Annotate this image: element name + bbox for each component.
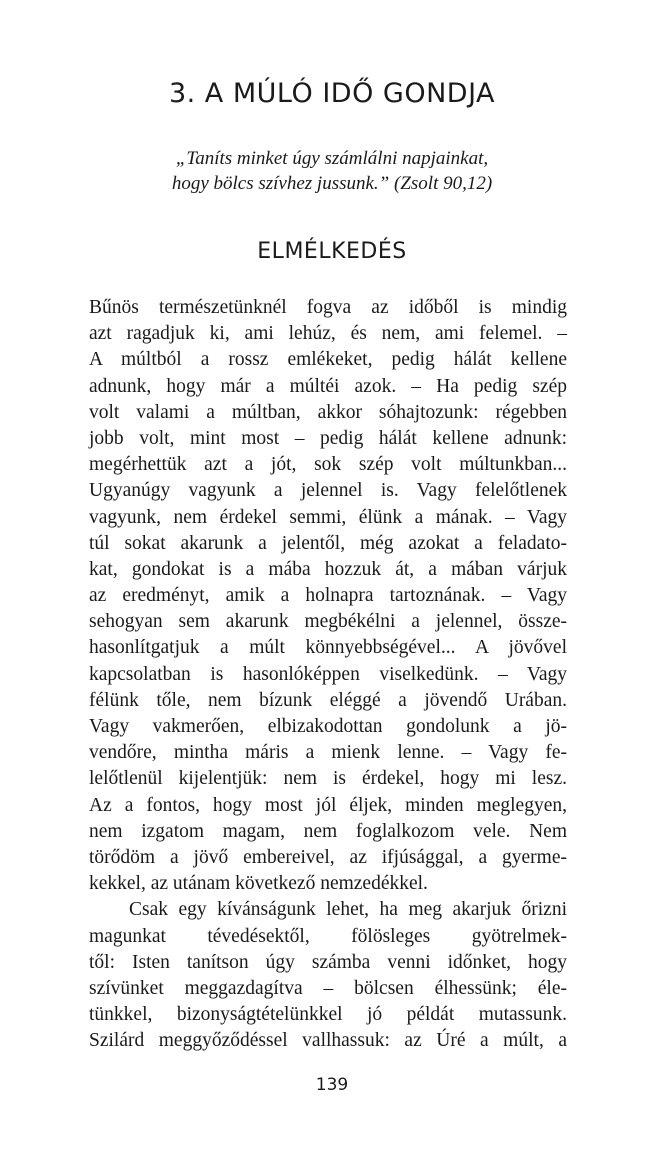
text-line: vagyunk, nem érdekel semmi, élünk a mának. – Vagy: [89, 506, 567, 528]
epigraph: [0, 146, 664, 196]
text-line: Az a fontos, hogy most jól éljek, minden meglegyen,: [89, 794, 567, 816]
body-text: [89, 295, 567, 1054]
text-line: Vagy vakmerően, elbizakodottan gondolunk a jö-: [89, 716, 567, 737]
text-line: sehogyan sem akarunk megbékélni a jelennel, össze-: [89, 611, 567, 633]
text-line: kapcsolatban is hasonlóképpen viselkedünk. – Vagy: [89, 663, 567, 685]
text-line: félünk tőle, nem bízunk eléggé a jövendő Urában.: [89, 689, 567, 711]
epigraph-line: „Taníts minket úgy számlálni napjainkat,: [175, 148, 489, 169]
paragraph-1: [89, 295, 567, 897]
text-line: Csak egy kívánságunk lehet, ha meg akarjuk őrizni: [129, 899, 567, 921]
section-title: ELMÉLKEDÉS: [257, 239, 407, 264]
text-line: hasonlítgatjuk a múlt könnyebbségével... A jövővel: [89, 637, 567, 659]
paragraph-2: [89, 897, 567, 1054]
text-line: az eredményt, amik a holnapra tartoznának. – Vagy: [89, 585, 567, 607]
text-line: lelőtlenül kijelentjük: nem is érdekel, hogy mi lesz.: [89, 768, 567, 790]
text-line: kekkel, az utánam következő nemzedékkel.: [89, 873, 428, 895]
text-line: túl sokat akarunk a jelentől, még azokat a feladato-: [89, 532, 567, 554]
text-line: törődöm a jövő embereivel, az ifjúsággal, a gyerme-: [89, 846, 567, 868]
text-line: volt valami a múltban, akkor sóhajtozunk: régebben: [89, 401, 567, 423]
text-line: A múltból a rossz emlékeket, pedig hálát kellene: [89, 349, 567, 371]
text-line: szívünket meggazdagítva – bölcsen élhessünk; éle-: [89, 977, 567, 999]
chapter-title: 3. A MÚLÓ IDŐ GONDJA: [168, 78, 496, 109]
text-line: jobb volt, mint most – pedig hálát kellene adnunk:: [89, 427, 567, 449]
text-line: magunkat tévedésektől, fölösleges gyötrelmek-: [89, 925, 567, 947]
page-number: 139: [315, 1075, 349, 1095]
text-line: Szilárd meggyőződéssel vallhassuk: az Úré a múlt, a: [89, 1030, 567, 1052]
text-line: től: Isten tanítson úgy számba venni időnket, hogy: [89, 951, 567, 973]
text-line: kat, gondokat is a mába hozzuk át, a mában várjuk: [89, 558, 567, 580]
text-line: vendőre, mintha máris a mienk lenne. – Vagy fe-: [89, 742, 567, 764]
text-line: azt ragadjuk ki, ami lehúz, és nem, ami felemel. –: [89, 323, 567, 345]
text-line: Ugyanúgy vagyunk a jelennel is. Vagy felelőtlenek: [89, 480, 567, 502]
text-line: tünkkel, bizonyságtételünkkel jó példát mutassunk.: [89, 1004, 567, 1026]
text-line: megérhettük azt a jót, sok szép volt múltunkban...: [89, 454, 567, 476]
text-line: adnunk, hogy már a múltéi azok. – Ha pedig szép: [89, 375, 567, 397]
text-line: Bűnös természetünknél fogva az időből is mindig: [89, 297, 567, 318]
epigraph-line: hogy bölcs szívhez jussunk.” (Zsolt 90,12): [171, 173, 493, 194]
text-line: nem izgatom magam, nem foglalkozom vele. Nem: [89, 820, 567, 842]
